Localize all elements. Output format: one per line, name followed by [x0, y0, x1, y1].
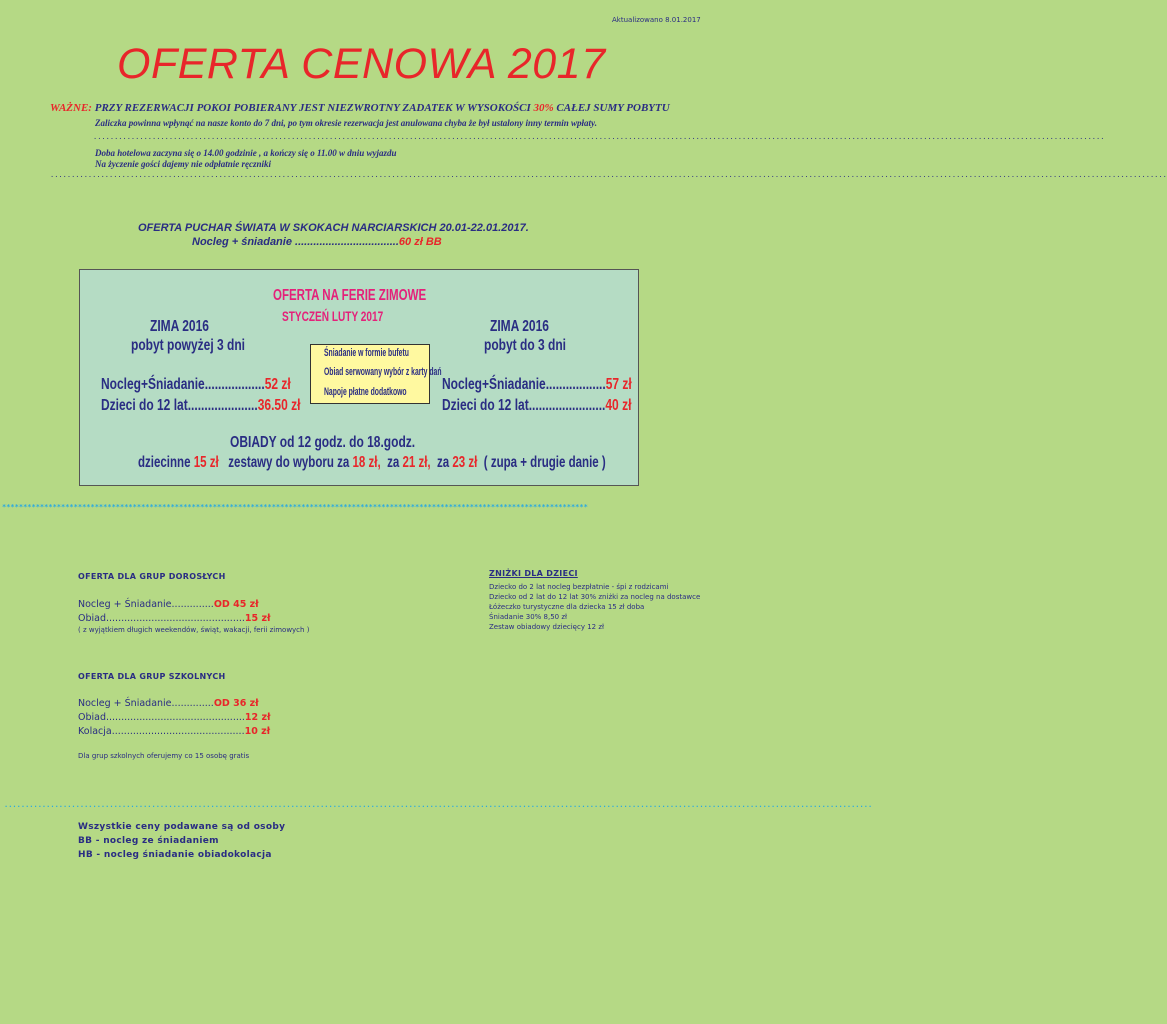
adults-bb-label: Nocleg + Śniadanie..............: [78, 599, 214, 610]
right-kids-row: [442, 397, 631, 415]
adults-bb-row: [78, 599, 259, 610]
footer-line-1: Wszystkie ceny podawane są od osoby: [78, 822, 286, 832]
left-kids-label: Dzieci do 12 lat.....................: [101, 397, 258, 414]
kids-discount-1: Dziecko do 2 lat nocleg bezpłatnie - śpi z rodzicami: [489, 583, 669, 591]
world-cup-price-value: 60 zł BB: [398, 236, 442, 248]
dotted-divider-1: ................................................................................................................................................................................................................................................: [93, 133, 1105, 141]
schools-lunch-row: [78, 712, 271, 723]
schools-dinner-price: 10 zł: [244, 726, 271, 737]
left-stay: pobyt powyżej 3 dni: [131, 337, 246, 354]
world-cup-price: [192, 236, 442, 248]
meal-info-1: Śniadanie w formie bufetu: [324, 347, 409, 359]
left-bb-price: 52 zł: [264, 376, 291, 393]
updated-date: Aktualizowano 8.01.2017: [612, 16, 701, 24]
blue-dotted-divider: ..............................................................................................................................................................................................................: [4, 801, 873, 809]
towels-text: Na życzenie gości dajemy nie odpłatnie ręczniki: [95, 159, 271, 169]
adults-lunch-price: 15 zł: [244, 613, 271, 624]
schools-lunch-price: 12 zł: [244, 712, 271, 723]
checkin-text: Doba hotelowa zaczyna się o 14.00 godzinie , a kończy się o 11.00 w dniu wyjazdu: [95, 148, 397, 158]
lunch-za-2: za: [387, 454, 400, 471]
lunch-price-3: 23 zł: [452, 454, 478, 471]
lunch-sets: zestawy do wyboru za: [228, 454, 350, 471]
kids-discount-4: Śniadanie 30% 8,50 zł: [489, 613, 568, 621]
left-bb-row: [101, 376, 291, 394]
kids-discount-5: Zestaw obiadowy dziecięcy 12 zł: [489, 623, 604, 631]
dotted-divider-2: .........................................................................................................................................................................................................................................................................: [50, 171, 1167, 179]
adults-heading: OFERTA DLA GRUP DOROSŁYCH: [78, 572, 226, 581]
right-stay: pobyt do 3 dni: [484, 337, 566, 354]
adults-lunch-row: [78, 613, 271, 624]
asterisk-divider: *******************************************************************************************************************************************: [2, 503, 588, 511]
schools-lunch-label: Obiad..............................................: [78, 712, 245, 723]
meal-info-2: Obiad serwowany wybór z karty dań: [324, 366, 442, 378]
right-bb-label: Nocleg+Śniadanie..................: [442, 376, 606, 393]
lunch-note: ( zupa + drugie danie ): [483, 454, 606, 471]
left-kids-row: [101, 397, 300, 415]
kids-discount-heading: ZNIŻKI DLA DZIECI: [489, 569, 578, 578]
lunch-price-1: 18 zł,: [352, 454, 381, 471]
winter-offer-months: STYCZEŃ LUTY 2017: [282, 308, 384, 324]
left-bb-label: Nocleg+Śniadanie..................: [101, 376, 265, 393]
lunch-title: OBIADY od 12 godz. do 18.godz.: [230, 434, 416, 451]
footer-line-3: HB - nocleg śniadanie obiadokolacja: [78, 850, 272, 860]
kids-discount-2: Dziecko od 2 lat do 12 lat 30% zniżki za nocleg na dostawce: [489, 593, 701, 601]
schools-dinner-label: Kolacja............................................: [78, 726, 245, 737]
right-bb-price: 57 zł: [605, 376, 632, 393]
lunch-kids: dziecinne: [138, 454, 191, 471]
schools-note: Dla grup szkolnych oferujemy co 15 osobę gratis: [78, 752, 250, 760]
world-cup-offer: OFERTA PUCHAR ŚWIATA W SKOKACH NARCIARSKICH 20.01-22.01.2017.: [138, 222, 529, 234]
right-bb-row: [442, 376, 632, 394]
notice-label: WAŻNE:: [50, 102, 92, 114]
notice-percent: 30%: [533, 102, 554, 114]
schools-dinner-row: [78, 726, 270, 737]
prepayment-text: Zaliczka powinna wpłynąć na nasze konto do 7 dni, po tym okresie rezerwacja jest anulowana chyba że był ustalony inny termin wpłaty.: [95, 118, 597, 128]
right-kids-price: 40 zł: [605, 397, 632, 414]
lunch-za-3: za: [437, 454, 450, 471]
adults-lunch-label: Obiad..............................................: [78, 613, 245, 624]
right-season: ZIMA 2016: [490, 318, 549, 335]
left-season: ZIMA 2016: [150, 318, 209, 335]
adults-bb-price: OD 45 zł: [213, 599, 259, 610]
schools-bb-price: OD 36 zł: [213, 698, 259, 709]
schools-bb-row: [78, 698, 259, 709]
notice-text-a: PRZY REZERWACJI POKOI POBIERANY JEST NIEZWROTNY ZADATEK W WYSOKOŚCI: [94, 102, 531, 114]
lunch-price-2: 21 zł,: [402, 454, 431, 471]
schools-heading: OFERTA DLA GRUP SZKOLNYCH: [78, 672, 226, 681]
lunch-kids-price: 15 zł: [193, 454, 219, 471]
right-kids-label: Dzieci do 12 lat.......................: [442, 397, 606, 414]
world-cup-price-label: Nocleg + śniadanie ..................................: [192, 236, 399, 248]
left-kids-price: 36.50 zł: [257, 397, 301, 414]
schools-bb-label: Nocleg + Śniadanie..............: [78, 698, 214, 709]
page-title: OFERTA CENOWA 2017: [117, 40, 606, 88]
kids-discount-3: Łóżeczko turystyczne dla dziecka 15 zł doba: [489, 603, 645, 611]
adults-note: ( z wyjątkiem długich weekendów, świąt, wakacji, ferii zimowych ): [78, 626, 310, 634]
meal-info-3: Napoje płatne dodatkowo: [324, 386, 407, 398]
deposit-notice: [50, 102, 670, 114]
lunch-prices: [138, 454, 606, 472]
winter-offer-title: OFERTA NA FERIE ZIMOWE: [273, 287, 427, 304]
footer-line-2: BB - nocleg ze śniadaniem: [78, 836, 219, 846]
notice-text-b: CAŁEJ SUMY POBYTU: [556, 102, 670, 114]
